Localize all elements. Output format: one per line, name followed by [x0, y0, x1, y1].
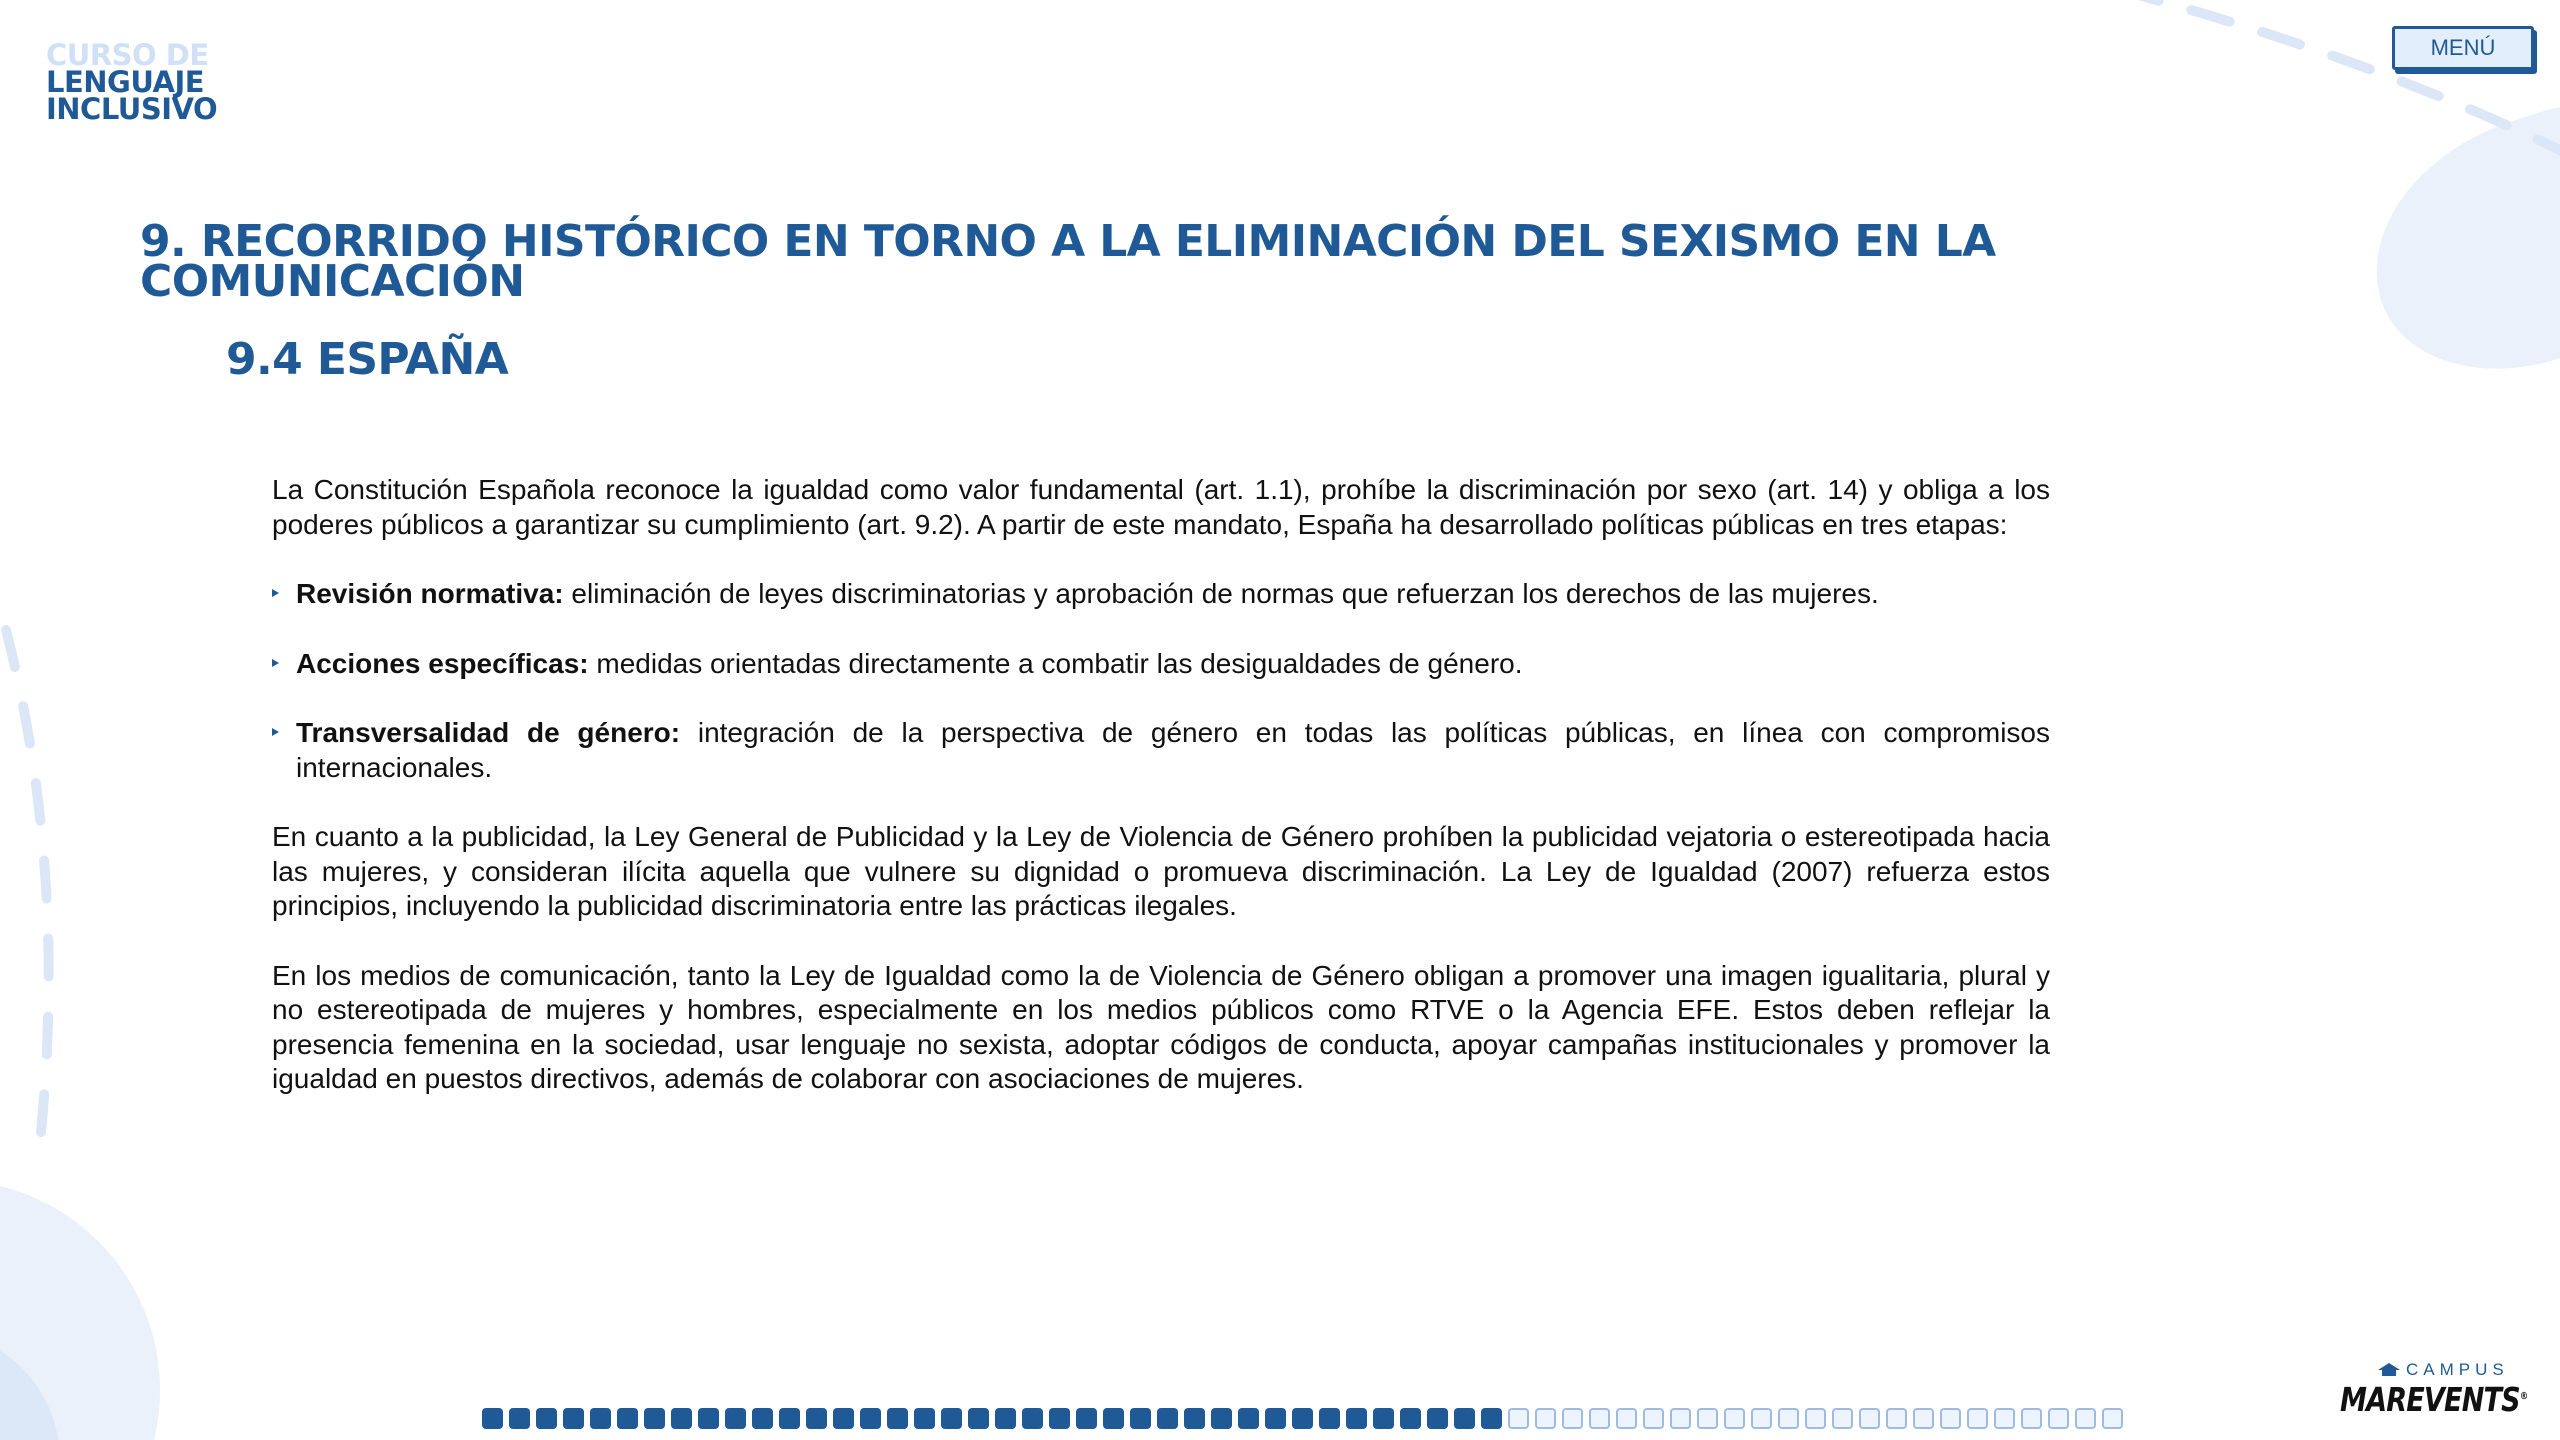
progress-step-completed	[536, 1408, 557, 1429]
progress-step-pending	[1508, 1408, 1529, 1429]
progress-step-completed	[1481, 1408, 1502, 1429]
content-body	[272, 473, 2050, 1097]
progress-step-completed	[995, 1408, 1016, 1429]
menu-button[interactable]: MENÚ	[2392, 26, 2534, 70]
progress-step-completed	[1265, 1408, 1286, 1429]
brand-text: MAREVENTS	[2340, 1380, 2520, 1419]
progress-step-completed	[725, 1408, 746, 1429]
progress-step-pending	[2048, 1408, 2069, 1429]
progress-step-pending	[1994, 1408, 2015, 1429]
progress-step-pending	[1805, 1408, 1826, 1429]
progress-step-pending	[1697, 1408, 1718, 1429]
progress-step-completed	[1373, 1408, 1394, 1429]
progress-step-completed	[1319, 1408, 1340, 1429]
progress-step-pending	[2075, 1408, 2096, 1429]
progress-step-completed	[1292, 1408, 1313, 1429]
progress-step-completed	[1211, 1408, 1232, 1429]
course-logo	[46, 38, 218, 126]
progress-step-pending	[1670, 1408, 1691, 1429]
progress-step-completed	[509, 1408, 530, 1429]
section-title: 9.4 ESPAÑA	[226, 334, 509, 385]
progress-step-pending	[1535, 1408, 1556, 1429]
progress-step-pending	[1643, 1408, 1664, 1429]
progress-step-completed	[1022, 1408, 1043, 1429]
progress-step-completed	[1049, 1408, 1070, 1429]
progress-step-completed	[1454, 1408, 1475, 1429]
list-item	[272, 647, 2050, 682]
list-item	[272, 716, 2050, 785]
list-item-text: integración de la perspectiva de género en todas las políticas públicas, en línea con compromisos internacionales.	[296, 717, 2050, 783]
registered-mark: ®	[2519, 1391, 2528, 1402]
progress-step-completed	[1103, 1408, 1124, 1429]
progress-step-completed	[1346, 1408, 1367, 1429]
progress-step-completed	[752, 1408, 773, 1429]
progress-step-completed	[1238, 1408, 1259, 1429]
progress-indicator	[482, 1408, 2123, 1429]
graduation-cap-icon	[2378, 1363, 2400, 1377]
intro-paragraph: La Constitución Española reconoce la igualdad como valor fundamental (art. 1.1), prohíbe la discriminación por sexo (art. 14) y obliga a los poderes públicos a garantizar su cumplimiento (art. 9.2). A partir de este mandato, España ha desarrollado políticas públicas en tres etapas:	[272, 474, 2050, 540]
advertising-paragraph: En cuanto a la publicidad, la Ley General de Publicidad y la Ley de Violencia de Género prohíben la publicidad vejatoria o estereotipada hacia las mujeres, y consideran ilícita aquella que vulnere su dignidad o promueva discriminación. La Ley de Igualdad (2007) refuerza estos principios, incluyendo la publicidad discriminatoria entre las prácticas ilegales.	[272, 821, 2050, 921]
progress-step-completed	[860, 1408, 881, 1429]
progress-step-pending	[1913, 1408, 1934, 1429]
progress-step-pending	[1589, 1408, 1610, 1429]
progress-step-pending	[1724, 1408, 1745, 1429]
progress-step-completed	[941, 1408, 962, 1429]
page-title: 9. RECORRIDO HISTÓRICO EN TORNO A LA ELIMINACIÓN DEL SEXISMO EN LA COMUNICACIÓN	[140, 216, 1996, 307]
progress-step-completed	[779, 1408, 800, 1429]
media-paragraph: En los medios de comunicación, tanto la Ley de Igualdad como la de Violencia de Género obligan a promover una imagen igualitaria, plural y no estereotipada de mujeres y hombres, especialmente en los medios públicos como RTVE o la Agencia EFE. Estos deben reflejar la presencia femenina en la sociedad, usar lenguaje no sexista, adoptar códigos de conducta, apoyar campañas institucionales y promover la igualdad en puestos directivos, además de colaborar con asociaciones de mujeres.	[272, 959, 2050, 1094]
progress-step-completed	[968, 1408, 989, 1429]
progress-step-pending	[1562, 1408, 1583, 1429]
progress-step-pending	[1967, 1408, 1988, 1429]
list-item-text: medidas orientadas directamente a combatir las desigualdades de género.	[588, 647, 1523, 679]
progress-step-completed	[563, 1408, 584, 1429]
progress-step-pending	[1616, 1408, 1637, 1429]
progress-step-completed	[1427, 1408, 1448, 1429]
progress-step-completed	[590, 1408, 611, 1429]
progress-step-completed	[1130, 1408, 1151, 1429]
progress-step-completed	[1184, 1408, 1205, 1429]
brand-wordmark	[2340, 1380, 2527, 1419]
progress-step-completed	[1076, 1408, 1097, 1429]
list-item-term: Revisión normativa:	[296, 578, 564, 609]
progress-step-completed	[1400, 1408, 1421, 1429]
progress-step-pending	[1751, 1408, 1772, 1429]
progress-step-pending	[2102, 1408, 2123, 1429]
bullet-arrow-icon	[272, 589, 279, 597]
progress-step-completed	[644, 1408, 665, 1429]
progress-step-pending	[1859, 1408, 1880, 1429]
list-item	[272, 577, 2050, 612]
policy-list	[272, 577, 2050, 785]
progress-step-pending	[1778, 1408, 1799, 1429]
list-item-text: eliminación de leyes discriminatorias y aprobación de normas que refuerzan los derechos de las mujeres.	[563, 578, 1879, 609]
progress-step-completed	[698, 1408, 719, 1429]
campus-label	[2378, 1360, 2509, 1380]
campus-marevents-logo	[2340, 1360, 2530, 1420]
progress-step-pending	[2021, 1408, 2042, 1429]
progress-step-completed	[833, 1408, 854, 1429]
course-logo-line1: CURSO DE	[46, 38, 209, 72]
bullet-arrow-icon	[272, 659, 279, 667]
progress-step-completed	[617, 1408, 638, 1429]
progress-step-pending	[1886, 1408, 1907, 1429]
list-item-term: Acciones específicas:	[296, 647, 589, 679]
course-logo-line2: LENGUAJE	[46, 65, 205, 99]
progress-step-completed	[1157, 1408, 1178, 1429]
progress-step-completed	[806, 1408, 827, 1429]
progress-step-pending	[1832, 1408, 1853, 1429]
progress-step-pending	[1940, 1408, 1961, 1429]
bullet-arrow-icon	[272, 728, 279, 736]
progress-step-completed	[671, 1408, 692, 1429]
course-logo-line3: INCLUSIVO	[46, 92, 218, 126]
list-item-term: Transversalidad de género:	[296, 717, 681, 748]
campus-text: CAMPUS	[2406, 1360, 2509, 1379]
progress-step-completed	[887, 1408, 908, 1429]
progress-step-completed	[482, 1408, 503, 1429]
progress-step-completed	[914, 1408, 935, 1429]
